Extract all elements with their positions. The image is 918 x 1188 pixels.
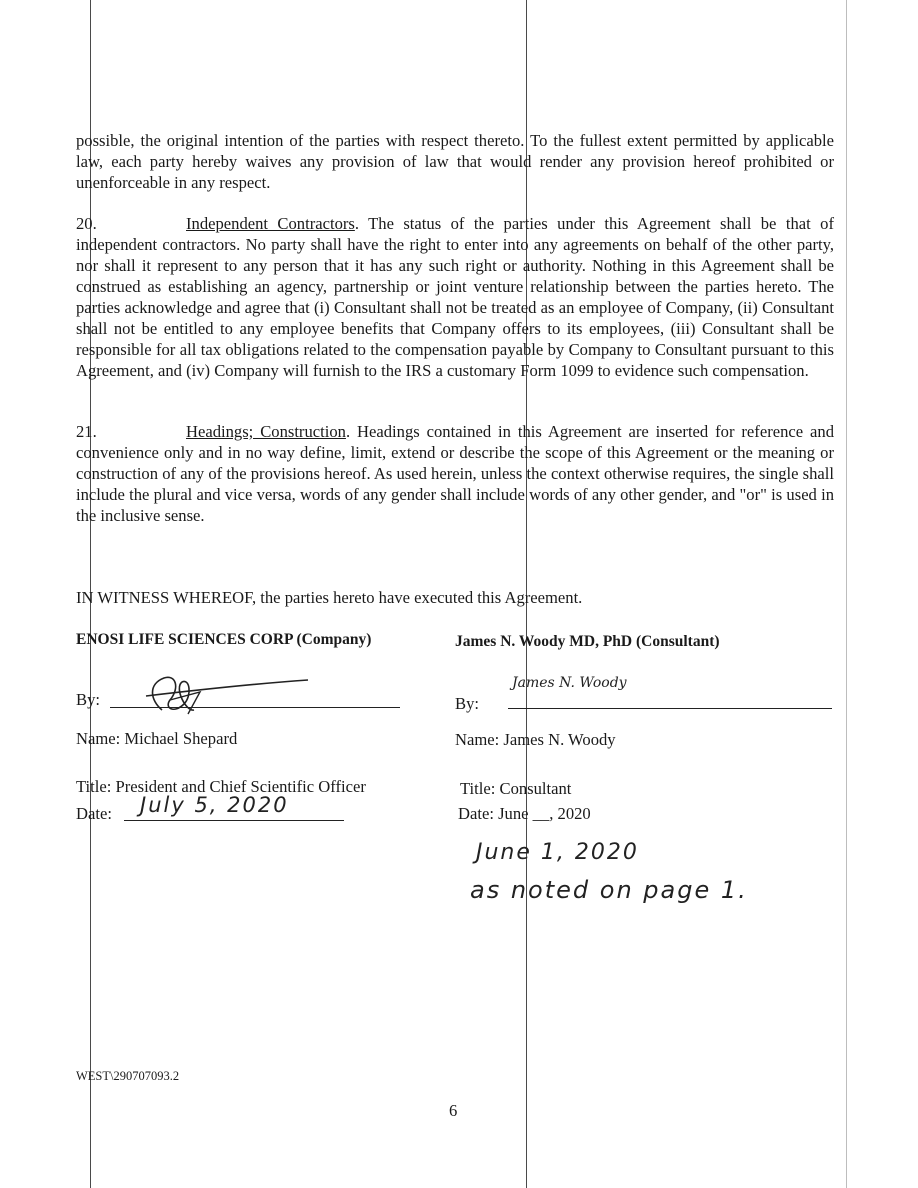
company-party-title: ENOSI LIFE SCIENCES CORP (Company) (76, 631, 372, 648)
company-handwritten-date: July 5, 2020 (140, 793, 289, 817)
consultant-by-label: By: (455, 694, 479, 713)
handwritten-note-line-1: June 1, 2020 (476, 840, 639, 865)
consultant-title-line: Title: Consultant (460, 779, 572, 798)
document-footer-id: WEST\290707093.2 (76, 1069, 180, 1083)
consultant-signature-line (508, 708, 832, 709)
company-name-line: Name: Michael Shepard (76, 729, 238, 748)
company-date-line (124, 820, 344, 821)
handwritten-note-line-2: as noted on page 1. (470, 876, 748, 904)
company-by-label: By: (76, 690, 100, 709)
consultant-signature: James N. Woody (512, 675, 627, 691)
section-20-body: . The status of the parties under this Agreement shall be that of independent contractors. No party shall have the right to enter into any agreements on behalf of the other party, nor shall it represent to any person that it has any such right or authority. Nothing in this Agreement shall be construed as establishing an agency, partnership or joint venture relationship between the parties hereto. The parties acknowledge and agree that (i) Consultant shall not be treated as an employee of Company, (ii) Consultant shall not be entitled to any employee benefits that Company offers to its employees, (iii) Consultant shall be responsible for all tax obligations related to the compensation payable by Company to Consultant pursuant to this Agreement, and (iv) Company will furnish to the IRS a customary Form 1099 to evidence such compensation. (76, 214, 834, 380)
consultant-date-line: Date: June __, 2020 (458, 804, 591, 823)
handwritten-signature-icon (140, 670, 310, 718)
section-21 (76, 421, 834, 526)
consultant-party-title: James N. Woody MD, PhD (Consultant) (455, 633, 720, 650)
company-signature-image (140, 670, 310, 723)
section-20-number: 20. (76, 214, 97, 233)
section-21-heading: Headings; Construction (186, 422, 346, 441)
intro-paragraph (76, 130, 834, 193)
section-20-text (76, 213, 834, 381)
page-number: 6 (449, 1101, 458, 1120)
intro-paragraph-text: possible, the original intention of the parties with respect thereto. To the fullest extent permitted by applicable law, each party hereby waives any provision of law that would render any provision hereof prohibited or unenforceable in any respect. (76, 131, 834, 192)
consultant-name-line: Name: James N. Woody (455, 730, 616, 749)
section-21-number: 21. (76, 422, 97, 441)
section-20 (76, 213, 834, 381)
company-date-label: Date: (76, 804, 112, 823)
section-21-body: . Headings contained in this Agreement are inserted for reference and convenience only and in no way define, limit, extend or describe the scope of this Agreement or the meaning or construction of any of the provisions hereof. As used herein, unless the context otherwise requires, the single shall include the plural and vice versa, words of any gender shall include words of any other gender, and "or" is used in the inclusive sense. (76, 422, 834, 525)
company-title-line: Title: President and Chief Scientific Officer (76, 777, 366, 796)
witness-statement: IN WITNESS WHEREOF, the parties hereto have executed this Agreement. (76, 588, 583, 607)
section-20-heading: Independent Contractors (186, 214, 355, 233)
section-21-text (76, 421, 834, 526)
scan-line-right (846, 0, 847, 1188)
